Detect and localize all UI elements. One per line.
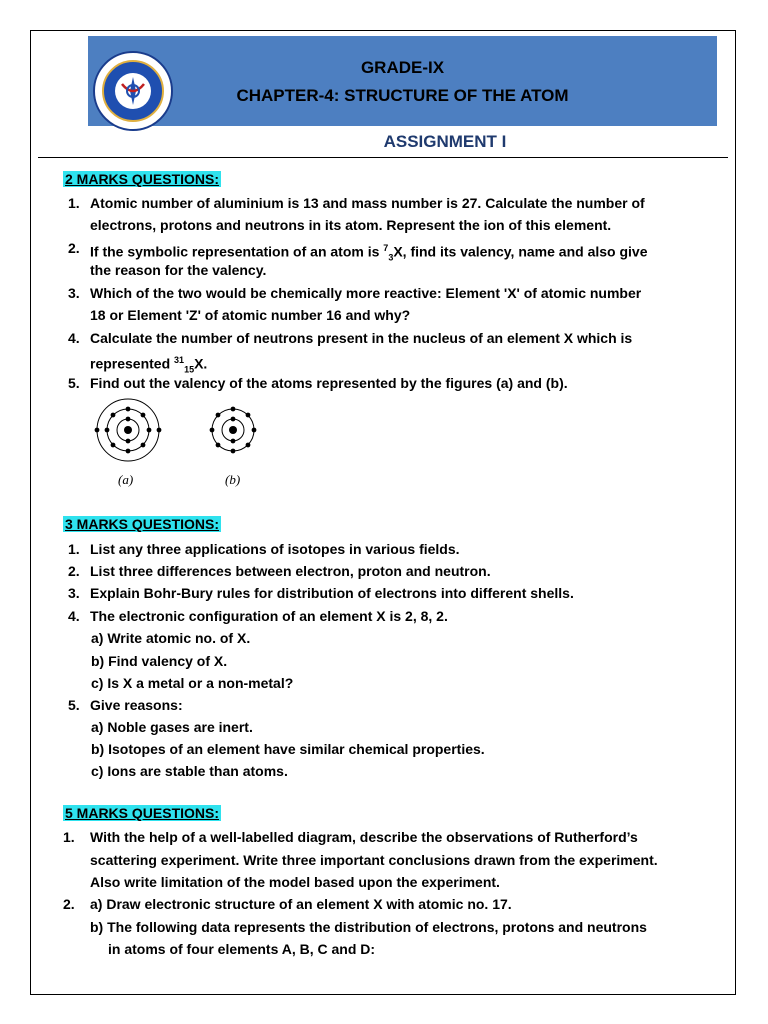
section-title-5-marks: 5 MARKS QUESTIONS:	[65, 805, 220, 821]
assignment-title: ASSIGNMENT I	[383, 132, 507, 151]
question-number: 2.	[68, 240, 80, 256]
sub-question: b) Isotopes of an element have similar chemical properties.	[91, 741, 485, 757]
question-number: 3.	[68, 585, 80, 601]
question-text: Also write limitation of the model based upon the experiment.	[90, 874, 500, 890]
question-text: Explain Bohr-Bury rules for distribution of electrons into different shells.	[90, 585, 574, 601]
question-number: 5.	[68, 697, 80, 713]
question-text: Calculate the number of neutrons present in the nucleus of an element X which is	[90, 330, 633, 346]
question-number: 2.	[68, 563, 80, 579]
question-text: Give reasons:	[90, 697, 183, 713]
sub-question: c) Ions are stable than atoms.	[91, 763, 288, 779]
question-text: If the symbolic representation of an atom is $^7_3$X, find its valency, name and also give	[90, 243, 648, 263]
question-text: Which of the two would be chemically more reactive: Element 'X' of atomic number	[90, 285, 642, 301]
question-text: Find out the valency of the atoms represented by the figures (a) and (b).	[90, 375, 568, 391]
sub-question: b) Find valency of X.	[91, 653, 228, 669]
atom-figure-b	[210, 407, 257, 454]
atom-figures	[80, 398, 280, 493]
divider	[38, 157, 728, 158]
question-number: 2.	[63, 896, 75, 912]
section-title-3-marks: 3 MARKS QUESTIONS:	[65, 516, 220, 532]
sub-question: a) Write atomic no. of X.	[91, 630, 251, 646]
question-text: 18 or Element 'Z' of atomic number 16 and why?	[90, 307, 411, 323]
sub-question: c) Is X a metal or a non-metal?	[91, 675, 294, 691]
question-text: a) Draw electronic structure of an element X with atomic no. 17.	[90, 896, 512, 912]
question-text: electrons, protons and neutrons in its atom. Represent the ion of this element.	[90, 217, 612, 233]
question-number: 4.	[68, 330, 80, 346]
question-number: 1.	[68, 541, 80, 557]
figure-label-b: (b)	[225, 472, 241, 487]
question-text: The electronic configuration of an element X is 2, 8, 2.	[90, 608, 448, 624]
question-text: List three differences between electron, proton and neutron.	[90, 563, 491, 579]
question-text: b) The following data represents the distribution of electrons, protons and neutrons	[90, 919, 647, 935]
header-banner	[88, 36, 717, 126]
question-number: 3.	[68, 285, 80, 301]
chapter-title: CHAPTER-4: STRUCTURE OF THE ATOM	[236, 86, 569, 105]
question-text: With the help of a well-labelled diagram, describe the observations of Rutherford’s	[90, 829, 638, 845]
question-text: Atomic number of aluminium is 13 and mass number is 27. Calculate the number of	[90, 195, 645, 211]
section-title-2-marks: 2 MARKS QUESTIONS:	[65, 171, 220, 187]
figure-label-a: (a)	[118, 472, 134, 487]
question-text: List any three applications of isotopes in various fields.	[90, 541, 460, 557]
question-number: 4.	[68, 608, 80, 624]
question-text: the reason for the valency.	[90, 262, 267, 278]
grade-title: GRADE-IX	[360, 58, 445, 77]
atom-figure-a	[95, 399, 162, 461]
question-number: 1.	[63, 829, 75, 845]
sub-question: a) Noble gases are inert.	[91, 719, 253, 735]
question-number: 1.	[68, 195, 80, 211]
question-text: in atoms of four elements A, B, C and D:	[108, 941, 376, 957]
question-text: scattering experiment. Write three important conclusions drawn from the experiment.	[90, 852, 658, 868]
school-logo-icon	[92, 50, 174, 132]
question-number: 5.	[68, 375, 80, 391]
question-text: represented $^{31}_{15}$X.	[90, 355, 208, 375]
